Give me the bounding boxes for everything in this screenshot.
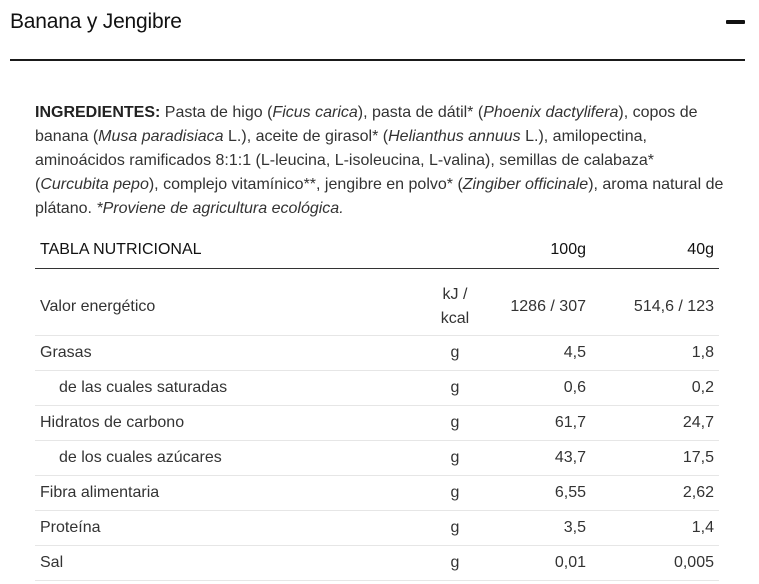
minus-icon[interactable] (726, 20, 745, 24)
table-row (35, 279, 719, 335)
table-row (35, 510, 719, 545)
row-per40: 2,62 (591, 475, 719, 510)
row-per100: 4,5 (480, 335, 591, 370)
ingredients-part: ), aroma natural de plátano. (35, 176, 724, 217)
row-per100: 61,7 (480, 405, 591, 440)
header-name: TABLA NUTRICIONAL (35, 233, 430, 268)
table-header-row (35, 233, 719, 268)
row-per100: 0,6 (480, 370, 591, 405)
ingredients-label: INGREDIENTES: (35, 104, 161, 121)
ingredients-latin: Curcubita pepo (40, 176, 149, 193)
row-name: Grasas (35, 335, 430, 370)
row-per100: 3,5 (480, 510, 591, 545)
header-per40: 40g (591, 233, 719, 268)
table-row (35, 545, 719, 580)
header-unit (430, 233, 480, 268)
row-unit: g (430, 440, 480, 475)
ingredients-part: ), pasta de dátil* ( (357, 104, 484, 121)
row-unit: g (430, 335, 480, 370)
row-unit: g (430, 510, 480, 545)
ingredients-part: ), complejo vitamínico**, jengibre en polvo* ( (148, 176, 463, 193)
ingredients-latin: Zingiber officinale (462, 176, 589, 193)
row-name: de las cuales saturadas (35, 370, 430, 405)
ingredients-footnote: *Proviene de agricultura ecológica. (96, 200, 344, 217)
ingredients-part: L.), amilopectina, aminoácidos ramificados 8:1:1 (L-leucina, L-isoleucina, L-valina), semillas de calabaza* ( (35, 128, 654, 193)
row-name: Hidratos de carbono (35, 405, 430, 440)
row-per40: 0,005 (591, 545, 719, 580)
ingredients-latin: Helianthus annuus (388, 128, 521, 145)
row-unit (430, 279, 480, 335)
spacer-row (35, 268, 719, 279)
row-per40: 514,6 / 123 (591, 279, 719, 335)
row-per100: 1286 / 307 (480, 279, 591, 335)
accordion-header[interactable] (10, 0, 745, 61)
row-per40: 1,4 (591, 510, 719, 545)
unit-kcal: kcal (440, 309, 470, 327)
row-per40: 0,2 (591, 370, 719, 405)
row-per40: 1,8 (591, 335, 719, 370)
accordion-title: Banana y Jengibre (10, 10, 182, 33)
row-per100: 43,7 (480, 440, 591, 475)
row-name: Valor energético (35, 279, 430, 335)
row-name: Sal (35, 545, 430, 580)
ingredients-part: Pasta de higo ( (160, 104, 273, 121)
row-name: Fibra alimentaria (35, 475, 430, 510)
row-unit: g (430, 475, 480, 510)
nutrition-table (35, 233, 719, 581)
row-unit: g (430, 405, 480, 440)
row-unit: g (430, 545, 480, 580)
table-row (35, 440, 719, 475)
row-name: de los cuales azúcares (35, 440, 430, 475)
row-per40: 24,7 (591, 405, 719, 440)
unit-kj: kJ / (442, 285, 468, 303)
row-name: Proteína (35, 510, 430, 545)
ingredients-part: L.), aceite de girasol* ( (223, 128, 389, 145)
table-row (35, 335, 719, 370)
row-per100: 0,01 (480, 545, 591, 580)
row-unit: g (430, 370, 480, 405)
row-per40: 17,5 (591, 440, 719, 475)
row-per100: 6,55 (480, 475, 591, 510)
ingredients-part: ), copos de banana ( (35, 104, 698, 145)
ingredients-text (35, 101, 725, 221)
spacer-cell (35, 268, 719, 279)
ingredients-latin: Phoenix dactylifera (483, 104, 619, 121)
ingredients-latin: Ficus carica (272, 104, 358, 121)
header-per100: 100g (480, 233, 591, 268)
table-row (35, 475, 719, 510)
table-row (35, 370, 719, 405)
ingredients-latin: Musa paradisiaca (98, 128, 224, 145)
table-row (35, 405, 719, 440)
